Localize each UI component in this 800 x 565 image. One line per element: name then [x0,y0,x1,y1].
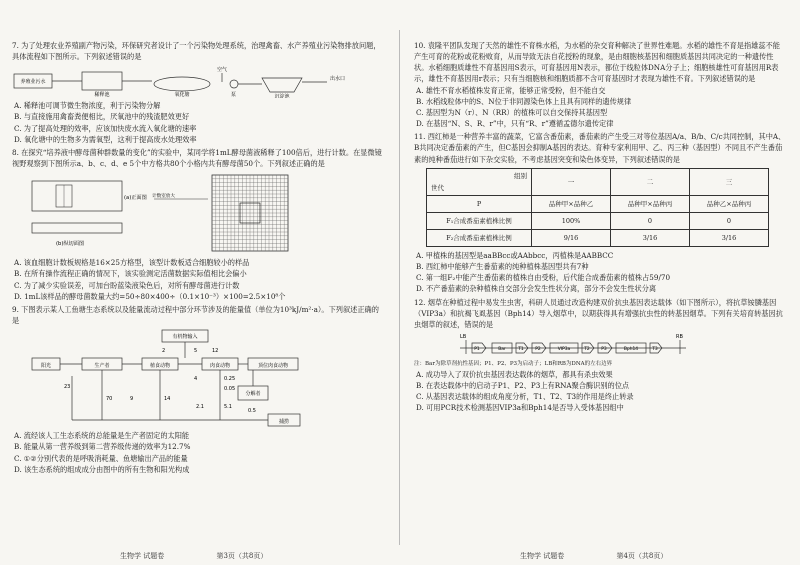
q12-option-b: B. 在表达载体中的启动子P1、P2、P3上有RNA聚合酶识别的位点 [416,380,630,390]
q9-value-4: 4 [194,376,198,383]
q12-option-d: D. 可用PCR技术检测基因VIP3a和Bph14是否导入受体基因组中 [416,402,624,412]
left-column [12,40,384,547]
q12-bar-label: Bar [498,347,506,352]
q11-row-p-cell-3: 品种乙×品种丙 [690,195,769,212]
footer-right-subject: 生物学 试题卷 [520,552,565,560]
footer-left-page: 第3页（共8页） [216,552,268,560]
q9-value-13: 0.5 [248,408,256,415]
q7-source-label: 养殖业污水 [20,79,46,86]
q11-col-3: 三 [690,168,769,195]
q11-header-group: 组别 [514,171,527,180]
footer-right [520,551,667,561]
q11-row-f2-label: F₂合成番茄素植株比例 [427,229,532,246]
q9-node-decomposer: 分解者 [245,391,261,398]
footer-right-page: 第4页（共8页） [616,552,668,560]
q9-value-7: 70 [106,396,113,403]
q8-figure-a-label: (a)正面图 [124,195,147,202]
q9-value-10: 0.05 [224,386,236,393]
q12-t1-label: T1 [518,347,524,352]
q7-pump-label: 泵 [231,92,237,99]
q9-node-fishing: 捕捞 [278,419,290,426]
footer-left-subject: 生物学 试题卷 [120,552,165,560]
q10-option-b: B. 水稻线粒体中的S、N位于非同源染色体上且具有同样的遗传规律 [416,96,632,106]
q9-node-herbivore: 植食动物 [149,363,171,370]
q8-stem: 8. 在探究“培养液中酵母菌种群数量的变化”的实验中，某同学将1mL酵母菌液稀释了100倍后，进行计数。在显微镜视野观察到下图所示a、b、c、d、e 5个中方格共80个小格内共有酵母菌50个。下列叙述正确的是 [12,147,382,169]
column-divider [399,30,400,545]
q9-node-producer: 生产者 [94,363,110,370]
q9-value-6: 23 [64,384,71,391]
q8-figure-b-label: (b)纵切面图 [56,241,85,248]
q10-option-a: A. 雄性不育水稻植株发育正常，能够正常受粉，但不能自交 [416,85,606,95]
q7-outlet-label: 出水口 [330,76,346,83]
q8-option-a: A. 该血细胞计数板规格是16×25方格型，该型计数板适合细胞较小的样品 [14,258,250,268]
table-row [427,212,769,229]
q7-tank-label: 稀释池 [94,92,110,99]
q11-row-p-label: P [427,195,532,212]
q9-value-2: 5 [194,348,198,355]
q12-lb-label: LB [460,334,467,340]
q10-stem: 10. 袁隆平团队发现了天然的雄性不育株水稻，为水稻的杂交育种解决了世界性难题。水稻的雄性不育是指雄蕊不能产生可育的花粉或花粉败育，从而导致无法自花授粉的现象，是由细胞核基因和细胞质基因共同决定的一种遗传性状。水稻细胞质雄性不育基因用S表示，可育基因用N表示，都位于线粒体DNA分子上；细胞核雄性可育基因用R表示，雄性不育基因用r表示；只有当细胞核和细胞质都不含可育基因时才表现为雄性不育。下列叙述错误的是 [414,41,780,84]
table-row [427,229,769,246]
q9-node-top: 顶位肉食动物 [257,363,289,370]
q12-figure [414,332,786,358]
q12-t3-label: T3 [652,347,658,352]
q9-option-b: B. 能量从第一营养级到第二营养级传递的效率为12.7% [14,442,191,452]
q9-node-sun: 阳光 [40,363,52,370]
q12-bph-label: Bph14 [623,347,639,352]
q8-option-b: B. 在所有操作流程正确的情况下，该实验测定活菌数据实际值相比会偏小 [14,269,247,279]
q12-vip-label: VIP3a [557,347,571,352]
q9-value-8: 9 [130,396,134,403]
q8-option-c: C. 为了减少实验误差，可加台盼蓝染液染色后，对所有酵母菌进行计数 [14,280,240,290]
q9-energy-flow-diagram [12,328,384,428]
q9-value-11: 2.1 [196,404,204,411]
q8-option-d: D. 1mL该样品的酵母菌数量大约=50÷80×400÷（0.1×10⁻³）×100=2.5×10⁸个 [14,291,286,301]
q8-hemocytometer-diagram [12,171,384,255]
q9-value-12: 5.1 [224,404,232,411]
q9-value-3: 12 [212,348,219,355]
q11-row-f2-cell-2: 3/16 [611,229,690,246]
q12-construct-diagram [414,332,786,358]
q7-pond-label: 氧化塘 [174,92,190,99]
q11-option-c: C. 第一组F₂中能产生番茄素的植株自由受粉，后代能合成番茄素的植株占59/70 [416,273,671,283]
q12-p1-label: P1 [474,347,480,352]
q9-option-d: D. 该生态系统的组成成分由图中的所有生物和阳光构成 [14,464,190,474]
q11-row-f1-cell-2: 0 [611,212,690,229]
q7-option-c: C. 为了提高处理的效率，应该加快废水流入氧化塘的速率 [14,123,197,133]
q7-air-label: 空气 [217,67,228,74]
q11-option-a: A. 甲植株的基因型是aaBBcc或AAbbcc，丙植株是AABBCC [416,250,614,260]
q11-row-f1-cell-1: 100% [532,212,611,229]
q7-option-d: D. 氧化塘中的生物多为需氧型，这利于提高废水处理效率 [14,134,197,144]
q9-option-a: A. 流经该人工生态系统的总能量是生产者固定的太阳能 [14,431,190,441]
q9-node-carnivore: 肉食动物 [209,363,231,370]
q7-figure [12,64,384,98]
q10-option-c: C. 基因型为N（r）、N（RR）的植株可以自交保持其基因型 [416,107,608,117]
q8-chamber-label: 计数室放大 [152,194,175,200]
q11-col-2: 二 [611,168,690,195]
q11-row-f1-label: F₁合成番茄素植株比例 [427,212,532,229]
q11-row-p-cell-1: 品种甲×品种乙 [532,195,611,212]
q7-option-a: A. 稀释池可调节微生物浓度，利于污染物分解 [14,101,161,111]
q9-value-9: 14 [164,396,171,403]
q11-option-b: B. 西红柿中能够产生番茄素的纯种植株基因型共有7种 [416,262,589,272]
q9-value-5: 0.25 [224,376,236,383]
q7-flow-diagram [12,64,384,98]
q7-stem: 7. 为了处理农业养殖副产物污染，环保研究者设计了一个污染物处理系统，治理禽畜、水产养殖业污染物排放问题，具体流程如下图所示。下列叙述错误的是 [12,41,381,62]
footer-left [120,551,267,561]
q11-option-d: D. 不产番茄素的杂种植株自交部分会发生性状分离，部分不会发生性状分离 [416,284,657,294]
q11-row-f2-cell-1: 9/16 [532,229,611,246]
q11-header-generation: 世代 [431,183,444,192]
q8-figure [12,171,384,255]
q9-node-input: 有机物输入 [172,334,198,341]
q11-table [426,168,769,247]
q9-stem: 9. 下图表示某人工鱼塘生态系统以及能量流动过程中部分环节涉及的能量值（单位为10³kJ/m²·a）。下列叙述正确的是 [12,304,379,326]
q12-note: 注：Bar为除草剂抗性基因；P1、P2、P3为启动子；LB和RB为DNA的左右边界 [414,361,613,367]
q12-rb-label: RB [676,334,683,340]
q11-row-f1-cell-3: 0 [690,212,769,229]
right-column [414,40,786,547]
q9-figure [12,328,384,428]
q12-option-a: A. 成功导入了双价抗虫基因表达载体的烟草，都具有杀虫效果 [416,369,613,379]
q11-col-1: 一 [532,168,611,195]
q9-option-c: C. ①②分别代表的是呼吸消耗量、鱼塘输出产品的能量 [14,453,188,463]
q11-row-f2-cell-3: 3/16 [690,229,769,246]
q9-value-1: 2 [162,348,166,355]
q11-stem: 11. 西红柿是一种营养丰富的蔬菜，它富含番茄素，番茄素的产生受三对等位基因A/a、B/b、C/c共同控制，其中A、B共同决定番茄素的产生，但C基因会抑制A基因的表达。育种专家利用甲、乙、丙三种（基因型）不同且不产生番茄素的纯种番茄进行如下杂交实验，不考虑基因突变和染色体变异，下列叙述错误的是 [414,132,786,164]
q10-option-d: D. 在基因“N、S、R、r”中，只有“R、r”遵循孟德尔遗传定律 [416,119,614,129]
q12-option-c: C. 从基因表达载体的组成角度分析，T1、T2、T3的作用是终止转录 [416,391,634,401]
q7-option-b: B. 与直接施用禽畜粪便相比，厌氧池中的残渣肥效更好 [14,112,190,122]
q12-stem: 12. 烟草在种植过程中易发生虫害，科研人员通过改造构建双价抗虫基因表达载体（如下图所示），将抗草铵膦基因（VIP3a）和抗褐飞虱基因（Bph14）导入烟草中，以期获得具有增强抗虫性的转基因烟草。下列有关培育转基因抗虫烟草的叙述，错误的是 [414,297,783,329]
q7-sediment-label: 沉淀池 [274,94,290,99]
q11-table-corner [427,168,532,195]
q11-row-p-cell-2: 品种甲×品种丙 [611,195,690,212]
q12-t2-label: T2 [584,347,590,352]
q12-p3-label: P3 [601,347,607,352]
table-row [427,195,769,212]
q12-p2-label: P2 [535,347,541,352]
